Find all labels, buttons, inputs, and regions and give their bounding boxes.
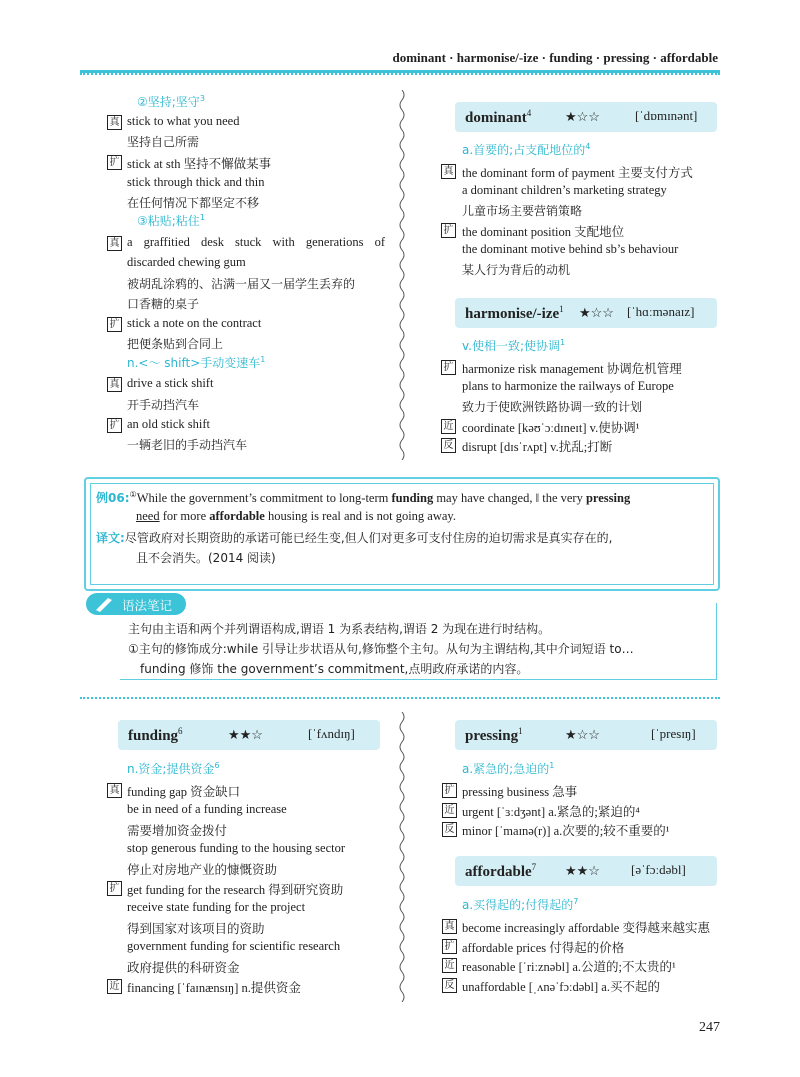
grammar-line: ①主句的修饰成分:while 引导让步状语从句,修饰整个主句。从句为主谓结构,其中介词短语 to…: [128, 642, 634, 656]
header-dotted-rule: [80, 73, 720, 75]
tag-jin: 近: [441, 419, 456, 434]
example-en: the dominant motive behind sb’s behaviour: [462, 242, 679, 256]
tag-kuo: 扩: [107, 317, 122, 332]
example-line: financing [ˈfaɪnænsɪŋ] n.提供资金: [127, 981, 301, 995]
example-line: reasonable [ˈriːznəbl] a.公道的;不太贵的¹: [462, 960, 676, 975]
example-en: a graffitied desk stuck with generations of: [127, 235, 385, 249]
example-en: drive a stick shift: [127, 376, 214, 390]
grammar-line: 主句由主语和两个并列谓语构成,谓语 1 为系表结构,谓语 2 为现在进行时结构。: [128, 622, 551, 636]
tag-fan: 反: [441, 438, 456, 453]
section-dotted-rule: [80, 697, 720, 699]
frequency-stars: ★☆☆: [565, 727, 600, 742]
example-zh: 一辆老旧的手动挡汽车: [127, 438, 248, 452]
example-zh: 在任何情况下都坚定不移: [127, 196, 260, 210]
example-line: 需要增加资金拨付: [127, 824, 228, 839]
phonetic: [ˈdɒmɪnənt]: [635, 108, 698, 123]
example-line: get funding for the research 得到研究资助: [127, 883, 344, 897]
synonym: coordinate [kəʊˈɔːdɪneɪt] v.使协调¹: [462, 421, 640, 435]
tag: 近: [107, 979, 122, 994]
example-zh: 儿童市场主要营销策略: [462, 204, 583, 218]
page-header-title: dominant · harmonise/-ize · funding · pressing · affordable: [392, 50, 718, 65]
tag: 真: [107, 783, 122, 798]
phonetic: [əˈfɔːdəbl]: [631, 862, 686, 877]
example-line: become increasingly affordable 变得越来越实惠: [462, 921, 710, 935]
example-line: urgent [ˈɜːdʒənt] a.紧急的;紧迫的⁴: [462, 804, 640, 819]
frequency-stars: ★☆☆: [565, 109, 600, 124]
sense-label: ③粘贴;粘住$^1$: [137, 213, 205, 228]
tag-zhen: 真: [441, 164, 456, 179]
example-line: stop generous funding to the housing sector: [127, 840, 346, 855]
translation-line2: 且不会消失。(2014 阅读): [136, 551, 276, 565]
word-header-pressing: [455, 720, 717, 750]
sense-label: n.<～ shift>手动变速车$^1$: [127, 355, 266, 370]
example-line: minor [ˈmaɪnə(r)] a.次要的;较不重要的¹: [462, 824, 670, 839]
phonetic: [ˈpresɪŋ]: [651, 726, 696, 741]
word-header-affordable: [455, 856, 717, 886]
sense-label: v.使相一致;使协调$^1$: [462, 338, 566, 353]
example-line: receive state funding for the project: [127, 899, 306, 914]
sense-label: n.资金;提供资金$^6$: [127, 761, 220, 776]
headword: pressing$^1$: [465, 726, 523, 744]
example-zh: 开手动挡汽车: [127, 398, 200, 412]
translation-line1: 译文:尽管政府对长期资助的承诺可能已经生变,但人们对更多可支付住房的迫切需求是真实存在的,: [96, 531, 613, 545]
example-line: government funding for scientific research: [127, 938, 341, 953]
example-line: affordable prices 付得起的价格: [462, 940, 625, 955]
example-en: the dominant position 支配地位: [462, 225, 625, 239]
tag-kuo: 扩: [441, 360, 456, 375]
example-en: stick a note on the contract: [127, 316, 262, 330]
tag: 扩: [442, 939, 457, 954]
example-line: 停止对房地产业的慷慨资助: [127, 863, 278, 878]
word-header-dominant: [455, 102, 717, 132]
example-zh: 把便条贴到合同上: [127, 337, 224, 351]
example-line: funding gap 资金缺口: [127, 785, 241, 799]
tag-zhen: 真: [107, 377, 122, 392]
example-zh: 坚持自己所需: [127, 135, 200, 149]
tag: 反: [442, 978, 457, 993]
word-header-harmonise: [455, 298, 717, 328]
example-en: stick to what you need: [127, 114, 240, 128]
frequency-stars: ★★☆: [228, 727, 263, 742]
example-en: stick through thick and thin: [127, 175, 265, 189]
column-divider-bottom: [398, 712, 406, 1002]
sense-label: ②坚持;坚守$^3$: [137, 94, 205, 109]
example-en: an old stick shift: [127, 417, 210, 431]
example-en: a dominant children’s marketing strategy: [462, 183, 667, 197]
example-en: harmonize risk management 协调危机管理: [462, 362, 682, 376]
word-header-funding: [118, 720, 380, 750]
example-zh: 口香糖的桌子: [127, 297, 200, 311]
tag-zhen: 真: [107, 115, 122, 130]
tag-kuo: 扩: [107, 418, 122, 433]
phonetic: [ˈhɑːmənaɪz]: [627, 304, 695, 319]
sense-label: a.首要的;占支配地位的$^4$: [462, 142, 591, 157]
pen-icon: [94, 596, 114, 612]
sense-label: a.紧急的;急迫的$^1$: [462, 761, 555, 776]
example-line: unaffordable [ˌʌnəˈfɔːdəbl] a.买不起的: [462, 979, 660, 994]
frequency-stars: ★☆☆: [579, 305, 614, 320]
example-zh: 被胡乱涂鸦的、沾满一届又一届学生丢弃的: [127, 277, 356, 291]
example-en-line2: need for more affordable housing is real and is not going away.: [136, 509, 456, 523]
tag: 真: [442, 919, 457, 934]
page-number: 247: [699, 1020, 720, 1035]
grammar-line: funding 修饰 the government’s commitment,点明政府承诺的内容。: [140, 662, 529, 676]
example-en: plans to harmonize the railways of Europe: [462, 379, 674, 393]
example-zh: 致力于使欧洲铁路协调一致的计划: [462, 400, 643, 414]
headword: affordable$^7$: [465, 862, 537, 880]
tag: 近: [442, 803, 457, 818]
tag: 扩: [107, 881, 122, 896]
tag-kuo: 扩: [441, 223, 456, 238]
headword: harmonise/-ize$^1$: [465, 304, 564, 322]
phonetic: [ˈfʌndɪŋ]: [308, 726, 355, 741]
headword: dominant$^4$: [465, 108, 532, 126]
tag: 反: [442, 822, 457, 837]
frequency-stars: ★★☆: [565, 863, 600, 878]
tag: 近: [442, 958, 457, 973]
example-en: the dominant form of payment 主要支付方式: [462, 166, 693, 180]
example-en: discarded chewing gum: [127, 255, 246, 269]
column-divider-top: [398, 90, 406, 460]
example-line: be in need of a funding increase: [127, 801, 287, 816]
tag: 扩: [442, 783, 457, 798]
grammar-badge-label: 语法笔记: [122, 598, 173, 613]
example-line: pressing business 急事: [462, 785, 578, 799]
example-line: 政府提供的科研资金: [127, 961, 240, 976]
headword: funding$^6$: [128, 726, 183, 744]
example-en: stick at sth 坚持不懈做某事: [127, 157, 272, 171]
antonym: disrupt [dɪsˈrʌpt] v.扰乱;打断: [462, 440, 613, 454]
tag-zhen: 真: [107, 236, 122, 251]
example-line: 得到国家对该项目的资助: [127, 922, 265, 937]
example-zh: 某人行为背后的动机: [462, 263, 571, 277]
tag-kuo: 扩: [107, 155, 122, 170]
example-en-line1: 例06:①While the government’s commitment to long-term funding may have changed, ‖ the very pressing: [96, 489, 631, 505]
sense-label: a.买得起的;付得起的$^7$: [462, 897, 579, 912]
